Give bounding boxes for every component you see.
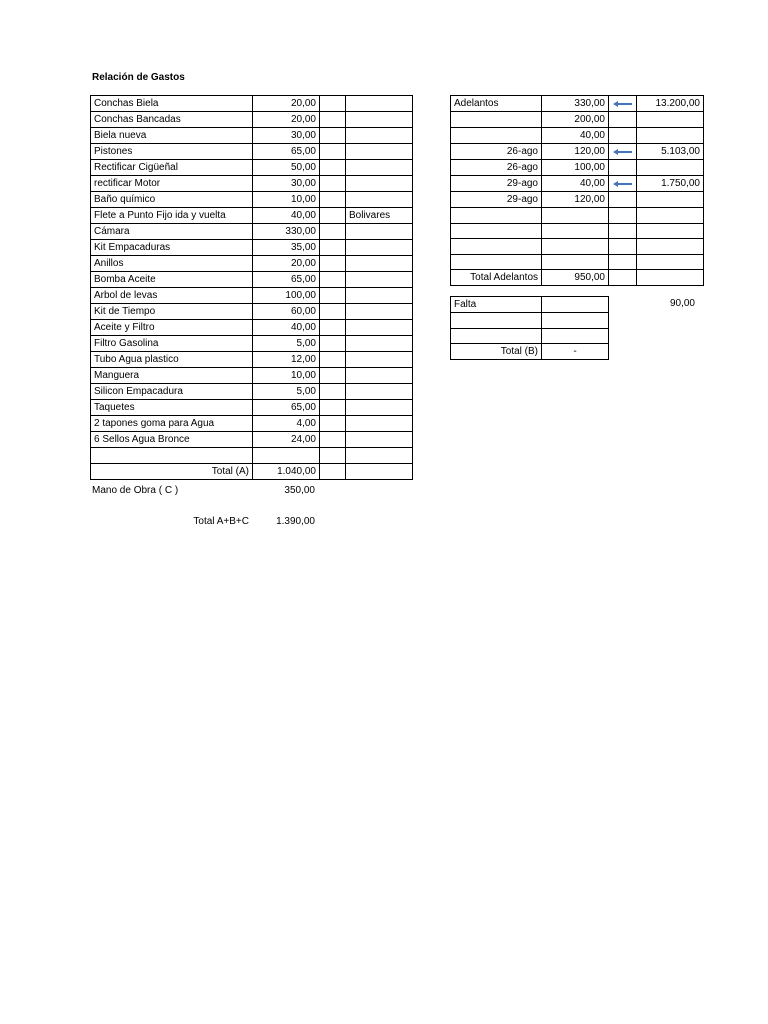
cell [346, 463, 413, 479]
gastos-note [346, 256, 413, 272]
gastos-row [91, 128, 413, 144]
adelantos-extra [637, 128, 704, 144]
mano-obra-value: 350,00 [284, 485, 315, 496]
gastos-note [346, 448, 413, 464]
adelantos-row [451, 254, 704, 270]
adelantos-row [451, 223, 704, 239]
adelantos-label: Adelantos [451, 96, 542, 112]
arrow-cell [609, 128, 637, 144]
gastos-note [346, 272, 413, 288]
gastos-item: Bomba Aceite [91, 272, 253, 288]
gastos-note [346, 400, 413, 416]
adelantos-extra: 13.200,00 [637, 96, 704, 112]
cell [320, 304, 346, 320]
adelantos-label [451, 128, 542, 144]
cell [637, 270, 704, 286]
adelantos-row [451, 144, 704, 160]
adelantos-label [451, 239, 542, 255]
adelantos-extra [637, 239, 704, 255]
gastos-row [91, 304, 413, 320]
gastos-amount: 24,00 [253, 432, 320, 448]
cell [320, 272, 346, 288]
adelantos-row [451, 208, 704, 224]
cell [320, 112, 346, 128]
grand-total-label: Total A+B+C [193, 516, 249, 527]
adelantos-label: 29-ago [451, 192, 542, 208]
adelantos-label [451, 223, 542, 239]
cell [320, 432, 346, 448]
arrow-cell [609, 223, 637, 239]
gastos-row [91, 176, 413, 192]
gastos-item: Biela nueva [91, 128, 253, 144]
gastos-amount: 65,00 [253, 272, 320, 288]
adelantos-amount: 100,00 [542, 160, 609, 176]
cell [451, 328, 542, 344]
adelantos-amount: 200,00 [542, 112, 609, 128]
gastos-note [346, 288, 413, 304]
adelantos-row [451, 239, 704, 255]
cell [542, 297, 609, 313]
gastos-amount: 20,00 [253, 256, 320, 272]
gastos-amount: 12,00 [253, 352, 320, 368]
arrow-cell [609, 254, 637, 270]
gastos-amount: 100,00 [253, 288, 320, 304]
cell [542, 328, 609, 344]
gastos-row [91, 256, 413, 272]
falta-value: 90,00 [669, 298, 695, 309]
gastos-amount [253, 448, 320, 464]
gastos-item: Conchas Biela [91, 96, 253, 112]
arrow-left-icon [612, 100, 633, 108]
cell [542, 313, 609, 329]
grand-total-value: 1.390,00 [276, 516, 315, 527]
arrow-left-icon [612, 180, 633, 188]
gastos-item: Arbol de levas [91, 288, 253, 304]
cell [320, 288, 346, 304]
adelantos-total-row [451, 270, 704, 286]
gastos-table [90, 95, 413, 480]
adelantos-amount: 40,00 [542, 176, 609, 192]
adelantos-total-value: 950,00 [542, 270, 609, 286]
gastos-amount: 35,00 [253, 240, 320, 256]
gastos-amount: 60,00 [253, 304, 320, 320]
adelantos-row [451, 96, 704, 112]
cell [320, 192, 346, 208]
cell [320, 256, 346, 272]
cell [320, 368, 346, 384]
gastos-note [346, 416, 413, 432]
adelantos-table [450, 95, 704, 286]
falta-total-value: - [542, 344, 609, 360]
gastos-row [91, 320, 413, 336]
adelantos-row [451, 192, 704, 208]
gastos-row [91, 224, 413, 240]
adelantos-amount: 330,00 [542, 96, 609, 112]
gastos-note [346, 240, 413, 256]
gastos-total-value: 1.040,00 [253, 463, 320, 479]
adelantos-extra [637, 192, 704, 208]
gastos-item: Anillos [91, 256, 253, 272]
gastos-amount: 40,00 [253, 208, 320, 224]
gastos-amount: 20,00 [253, 112, 320, 128]
falta-label: Falta [451, 297, 542, 313]
gastos-amount: 30,00 [253, 176, 320, 192]
gastos-note [346, 304, 413, 320]
gastos-row [91, 144, 413, 160]
adelantos-label: 29-ago [451, 176, 542, 192]
adelantos-amount: 120,00 [542, 192, 609, 208]
cell [320, 463, 346, 479]
gastos-note [346, 160, 413, 176]
gastos-item: Taquetes [91, 400, 253, 416]
gastos-note [346, 96, 413, 112]
arrow-cell [609, 239, 637, 255]
cell [320, 240, 346, 256]
gastos-note [346, 144, 413, 160]
gastos-item: Baño químico [91, 192, 253, 208]
arrow-cell [609, 112, 637, 128]
cell [609, 270, 637, 286]
adelantos-extra [637, 112, 704, 128]
gastos-amount: 30,00 [253, 128, 320, 144]
arrow-cell [609, 144, 637, 160]
gastos-total-label: Total (A) [91, 463, 253, 479]
gastos-note [346, 224, 413, 240]
gastos-row [91, 416, 413, 432]
gastos-item: Tubo Agua plastico [91, 352, 253, 368]
gastos-item: 6 Sellos Agua Bronce [91, 432, 253, 448]
adelantos-label [451, 112, 542, 128]
adelantos-amount [542, 223, 609, 239]
cell [451, 313, 542, 329]
gastos-row [91, 96, 413, 112]
gastos-note [346, 128, 413, 144]
adelantos-label [451, 208, 542, 224]
cell [320, 144, 346, 160]
arrow-cell [609, 96, 637, 112]
gastos-item [91, 448, 253, 464]
gastos-amount: 65,00 [253, 144, 320, 160]
gastos-row [91, 272, 413, 288]
adelantos-extra: 1.750,00 [637, 176, 704, 192]
gastos-amount: 20,00 [253, 96, 320, 112]
adelantos-total-label: Total Adelantos [451, 270, 542, 286]
cell [320, 384, 346, 400]
cell [320, 224, 346, 240]
cell [320, 352, 346, 368]
falta-table [450, 296, 609, 360]
gastos-amount: 10,00 [253, 192, 320, 208]
gastos-note [346, 352, 413, 368]
gastos-note [346, 112, 413, 128]
gastos-item: Conchas Bancadas [91, 112, 253, 128]
adelantos-amount [542, 254, 609, 270]
arrow-cell [609, 192, 637, 208]
adelantos-row [451, 176, 704, 192]
gastos-note [346, 320, 413, 336]
cell [320, 416, 346, 432]
adelantos-extra [637, 254, 704, 270]
gastos-item: Aceite y Filtro [91, 320, 253, 336]
gastos-row [91, 432, 413, 448]
gastos-row [91, 288, 413, 304]
gastos-amount: 5,00 [253, 336, 320, 352]
cell [320, 448, 346, 464]
cell [320, 160, 346, 176]
adelantos-row [451, 160, 704, 176]
gastos-item: Rectificar Cigüeñal [91, 160, 253, 176]
adelantos-row [451, 112, 704, 128]
gastos-item: Kit Empacaduras [91, 240, 253, 256]
gastos-note [346, 192, 413, 208]
mano-obra-label: Mano de Obra ( C ) [92, 485, 179, 496]
adelantos-amount: 40,00 [542, 128, 609, 144]
cell [320, 400, 346, 416]
gastos-amount: 4,00 [253, 416, 320, 432]
adelantos-label: 26-ago [451, 144, 542, 160]
gastos-amount: 330,00 [253, 224, 320, 240]
gastos-note [346, 432, 413, 448]
falta-row [451, 297, 609, 313]
gastos-amount: 65,00 [253, 400, 320, 416]
cell [320, 176, 346, 192]
gastos-item: Manguera [91, 368, 253, 384]
gastos-amount: 50,00 [253, 160, 320, 176]
gastos-row [91, 208, 413, 224]
gastos-item: rectificar Motor [91, 176, 253, 192]
adelantos-label: 26-ago [451, 160, 542, 176]
gastos-note [346, 384, 413, 400]
adelantos-amount [542, 208, 609, 224]
gastos-amount: 10,00 [253, 368, 320, 384]
adelantos-row [451, 128, 704, 144]
cell [320, 336, 346, 352]
gastos-item: 2 tapones goma para Agua [91, 416, 253, 432]
falta-total-row [451, 344, 609, 360]
adelantos-amount [542, 239, 609, 255]
cell [320, 320, 346, 336]
adelantos-extra [637, 223, 704, 239]
gastos-row [91, 352, 413, 368]
adelantos-label [451, 254, 542, 270]
gastos-row [91, 448, 413, 464]
arrow-left-icon [612, 148, 633, 156]
arrow-cell [609, 160, 637, 176]
gastos-amount: 40,00 [253, 320, 320, 336]
gastos-note [346, 336, 413, 352]
gastos-row [91, 240, 413, 256]
adelantos-extra: 5.103,00 [637, 144, 704, 160]
gastos-row [91, 160, 413, 176]
gastos-note [346, 176, 413, 192]
falta-total-label: Total (B) [451, 344, 542, 360]
falta-empty-row [451, 313, 609, 329]
gastos-row [91, 112, 413, 128]
arrow-cell [609, 176, 637, 192]
gastos-item: Filtro Gasolina [91, 336, 253, 352]
gastos-item: Kit de Tiempo [91, 304, 253, 320]
page-title: Relación de Gastos [92, 72, 185, 83]
gastos-item: Pistones [91, 144, 253, 160]
falta-empty-row [451, 328, 609, 344]
adelantos-extra [637, 208, 704, 224]
cell [320, 128, 346, 144]
gastos-row [91, 384, 413, 400]
gastos-amount: 5,00 [253, 384, 320, 400]
gastos-row [91, 192, 413, 208]
gastos-row [91, 336, 413, 352]
gastos-total-row [91, 463, 413, 479]
gastos-item: Flete a Punto Fijo ida y vuelta [91, 208, 253, 224]
gastos-row [91, 368, 413, 384]
gastos-item: Cámara [91, 224, 253, 240]
cell [320, 96, 346, 112]
gastos-item: Silicon Empacadura [91, 384, 253, 400]
adelantos-extra [637, 160, 704, 176]
adelantos-amount: 120,00 [542, 144, 609, 160]
gastos-note [346, 368, 413, 384]
gastos-note: Bolivares [346, 208, 413, 224]
gastos-row [91, 400, 413, 416]
arrow-cell [609, 208, 637, 224]
cell [320, 208, 346, 224]
